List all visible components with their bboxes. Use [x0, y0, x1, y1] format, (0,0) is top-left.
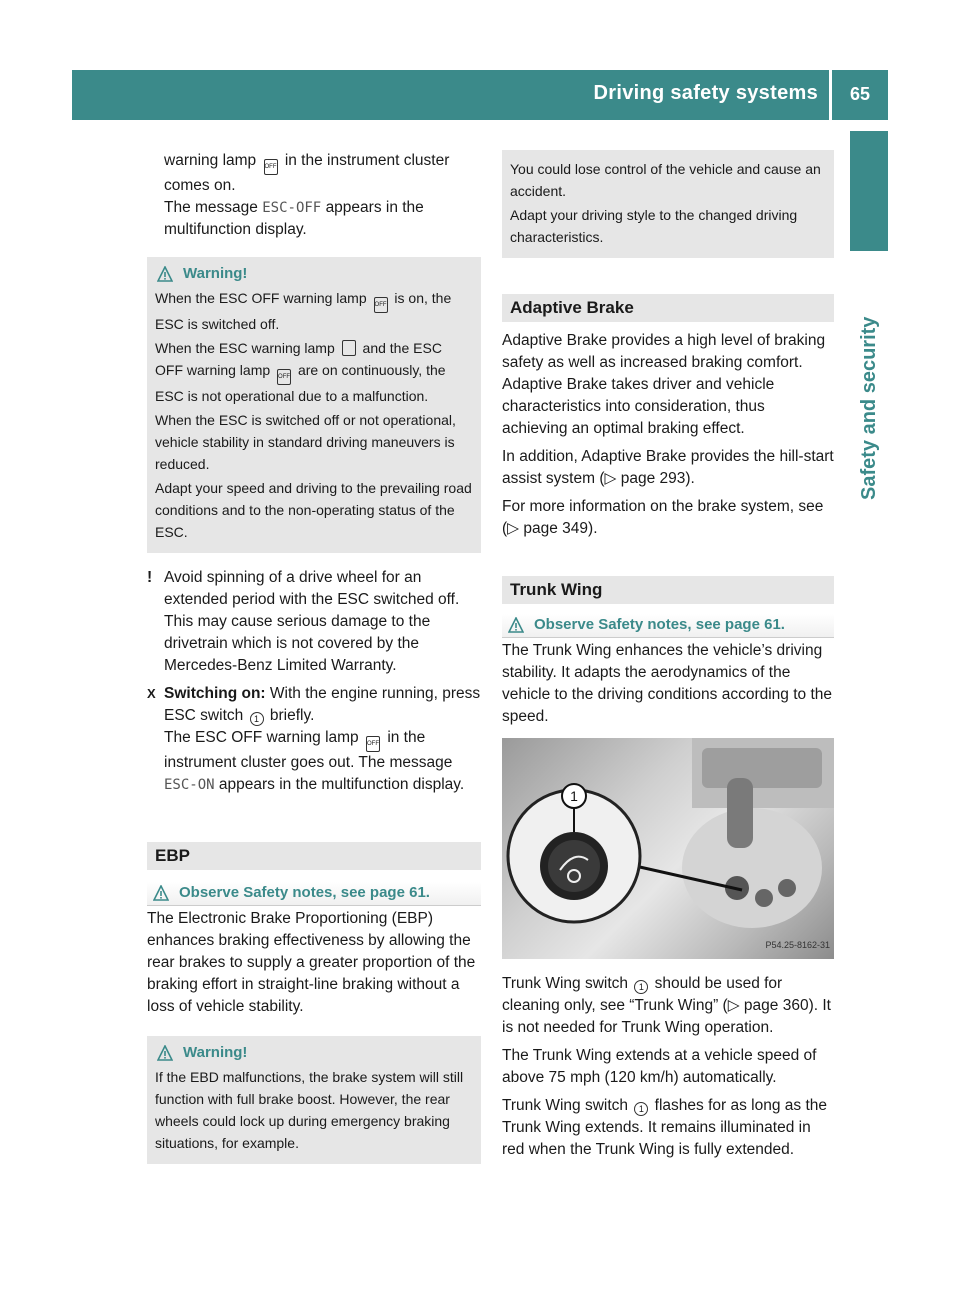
warning-triangle-icon [157, 266, 173, 282]
callout-1-icon: 1 [250, 712, 264, 726]
page-number: 65 [849, 84, 870, 104]
observe-safety-notes: Observe Safety notes, see page 61. [502, 614, 834, 638]
warning-triangle-icon [508, 617, 524, 633]
section-heading-ebp: EBP [147, 842, 481, 870]
warning-box: Warning! If the EBD malfunctions, the brake system will still function with full brake boost. However, the rear wheels could lock up during emergency braking situations, for example. [147, 1036, 481, 1164]
right-column: You could lose control of the vehicle and cause an accident. Adapt your driving style to the changed driving characteristics. Adaptive Brake Adaptive Brake provides a high level of braking safety as well as increased braking comfort. Adaptive Brake takes driver and vehicle characteristics into consideration, thus achieving an optimal braking effect. In addition, Adaptive Brake provides the hill-start assist system (▷ page 293). For more information on the brake system, see (▷ page 349). Trunk Wing Observe Safety notes, see page 61. The Trunk Wing enhances the vehicle’s driving stability. It adapts the aerodynamics of the vehicle to the driving conditions according to the speed. 1 P54.25-8162-31 Trunk Wing switch 1 should be used for cleaning only, see “Trunk Wing” (▷ page 360). It is not needed for Trunk Wing operation. The Trunk Wing extends at a vehicle speed of above 75 mph (120 km/h) automatically. Trunk Wing switch 1 flashes for as long as the Trunk Wing extends. It remains illuminated in red when the Trunk Wing is fully extended. [502, 150, 834, 1167]
esc-off-lamp-icon: OFF [374, 297, 388, 313]
section-heading-trunk-wing: Trunk Wing [502, 576, 834, 604]
side-tab-block [850, 131, 888, 251]
warning-triangle-icon [153, 885, 169, 901]
instruction-arrow-icon: X [147, 686, 156, 701]
warning-triangle-icon [157, 1045, 173, 1061]
esc-off-lamp-icon: OFF [277, 369, 291, 385]
observe-safety-notes: Observe Safety notes, see page 61. [147, 882, 481, 906]
instruction-item: X Switching on: With the engine running, press ESC switch 1 briefly. The ESC OFF warning lamp OFF in the instrument cluster goes out. The message ESC-ON appears in the multifunction display. [147, 683, 481, 802]
chapter-title: Driving safety systems [593, 82, 818, 104]
notice-icon: ! [147, 569, 153, 586]
left-column: warning lamp OFF in the instrument cluster comes on. The message ESC-OFF appears in the multifunction display. Warning! When the ESC OFF warning lamp OFF is on, the ESC is switched off. When the ESC warning lamp and the ESC OFF warning lamp OFF are on continuously, the ESC is not operational due to a malfunction. When the ESC is switched off or not operational, vehicle stability in standard driving maneuvers is reduced. Adapt your speed and driving to the prevailing road conditions and to the non-operating status of the ESC. ! Avoid spinning of a drive wheel for an extended period with the ESC switched off. This may cause serious damage to the drivetrain which is not covered by the Mercedes-Benz Limited Warranty. X Switching on: With the engine running, press ESC switch 1 briefly. The ESC OFF warning lamp OFF in the instrument cluster goes out. The message ESC-ON appears in the multifunction display. EBP Observe Safety notes, see page 61. The Electronic Brake Proportioning (EBP) enhances braking effectiveness by allowing the rear brakes to supply a greater proportion of the braking effort in straight-line braking without a loss of vehicle stability. Warning! If the EBD malfunctions, the brake system will still function with full brake boost. However, the rear wheels could lock up during emergency braking situations, for example. [147, 150, 481, 1164]
warning-box-continued: You could lose control of the vehicle and cause an accident. Adapt your driving style to the changed driving characteristics. [502, 150, 834, 258]
header-bar [72, 70, 888, 120]
side-section-label: Safety and security [858, 316, 880, 500]
section-heading-adaptive-brake: Adaptive Brake [502, 294, 834, 322]
warning-box: Warning! When the ESC OFF warning lamp OFF is on, the ESC is switched off. When the ESC warning lamp and the ESC OFF warning lamp OFF are on continuously, the ESC is not operational due to a malfunction. When the ESC is switched off or not operational, vehicle stability in standard driving maneuvers is reduced. Adapt your speed and driving to the prevailing road conditions and to the non-operating status of the ESC. [147, 257, 481, 553]
header-divider [829, 70, 832, 120]
callout-1-icon: 1 [634, 980, 648, 994]
photo-reference-code: P54.25-8162-31 [765, 940, 830, 950]
warning-title: Warning! [155, 1042, 473, 1064]
esc-off-lamp-icon: OFF [366, 736, 380, 752]
callout-number: 1 [570, 788, 578, 804]
trunk-wing-switch-photo [502, 738, 834, 959]
esc-lamp-icon [342, 340, 356, 356]
notice-item: ! Avoid spinning of a drive wheel for an extended period with the ESC switched off. This may cause serious damage to the drivetrain which is not covered by the Mercedes-Benz Limited Warranty. [147, 567, 481, 677]
paragraph: warning lamp OFF in the instrument cluster comes on. The message ESC-OFF appears in the multifunction display. [164, 152, 450, 238]
callout-1-icon: 1 [634, 1102, 648, 1116]
esc-off-lamp-icon: OFF [264, 159, 278, 175]
warning-title: Warning! [155, 263, 473, 285]
console-illustration [502, 738, 834, 959]
